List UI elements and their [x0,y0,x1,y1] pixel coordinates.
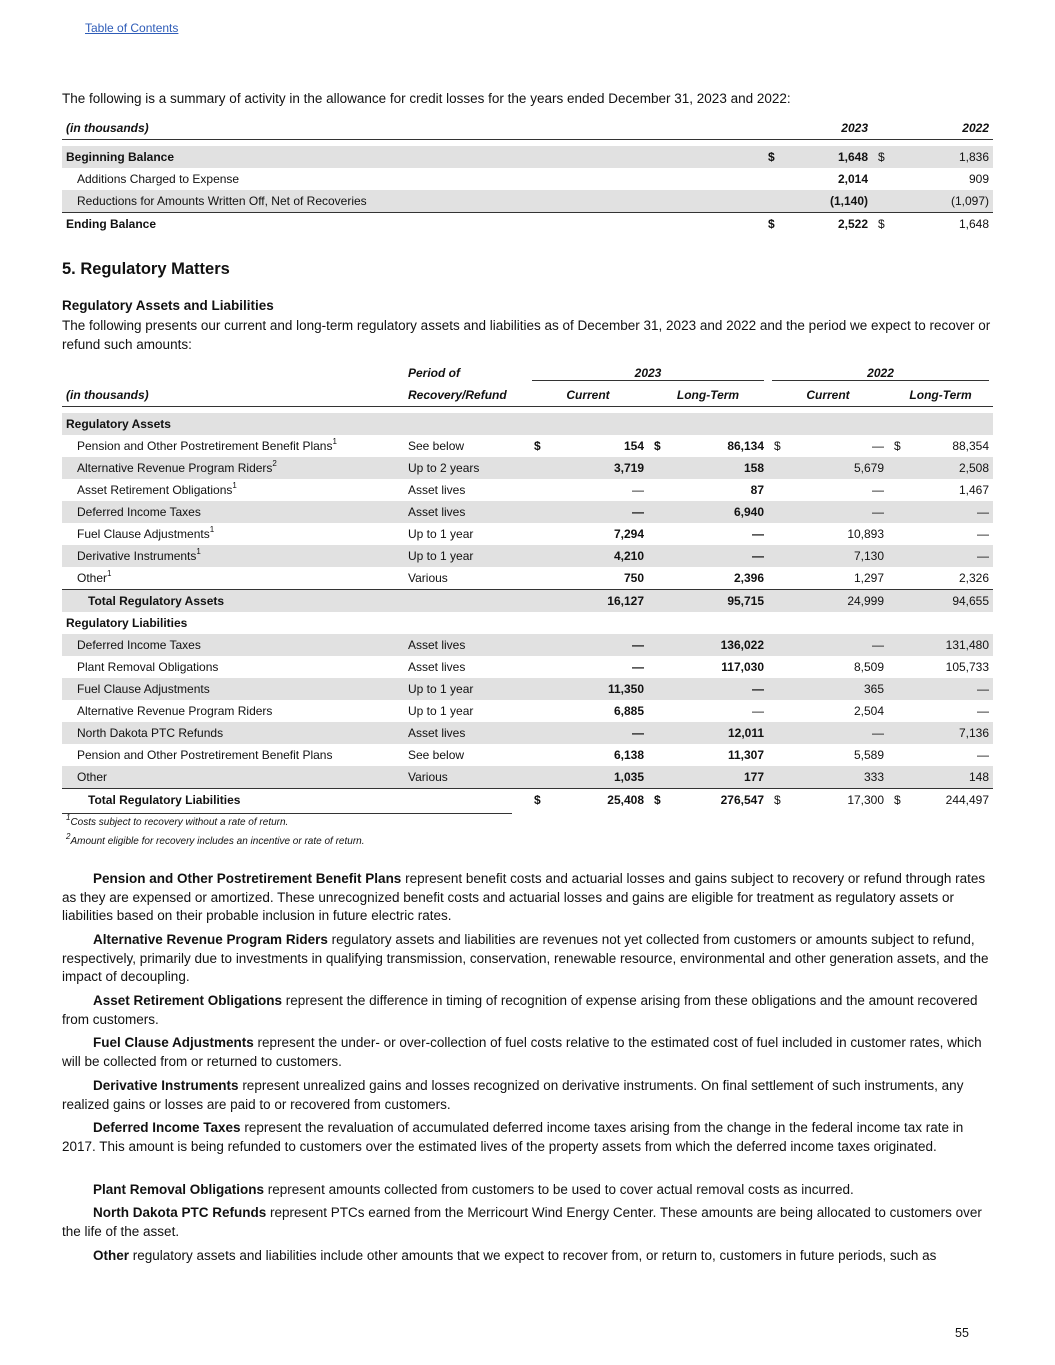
table-cell: 154 [623,439,644,453]
table-cell: Up to 1 year [404,545,528,567]
period-header-line1: Period of [408,366,461,380]
table-cell: 88,354 [952,439,990,453]
table-row [62,213,993,236]
table-cell: Pension and Other Postretirement Benefit Plans [77,748,333,762]
table-cell [528,523,546,545]
table-cell: 1,836 [892,146,993,168]
col-2022: 2022 [892,117,993,140]
table-cell: 1,297 [786,567,888,590]
paragraph [62,931,994,987]
period-header-line2: Recovery/Refund [404,384,528,407]
table-row [62,435,993,457]
table-cell: 25,408 [607,793,644,807]
table-cell: North Dakota PTC Refunds [93,1205,267,1220]
col-2023: 2023 [782,117,872,140]
liabilities-total-row [62,789,993,812]
table-cell: 6,885 [613,704,644,718]
table-cell: 365 [786,678,888,700]
table-cell: represent PTCs earned from the Merricourt Wind Energy Center. These amounts are being allocated to customers over the life of the asset. [62,1205,982,1239]
paragraph [62,1077,994,1114]
table-cell [648,567,666,590]
table-cell: 276,547 [720,793,765,807]
table-cell: 4,210 [546,545,648,567]
reg-header-row-1 [62,362,993,384]
paragraph [62,1247,994,1266]
table-cell: $ [762,146,782,168]
table-cell: — [546,501,648,523]
table-cell: $ [534,439,541,453]
reg-header-row-2 [62,384,993,407]
table-cell [888,523,906,545]
table-cell: 2 [66,831,71,841]
table-cell: — [906,501,993,523]
table-cell: $ [654,793,661,807]
table-cell: 2,326 [906,567,993,590]
table-cell [888,457,906,479]
footnote-2 [66,831,365,847]
table-cell: $ [534,793,541,807]
table-cell: Derivative Instruments [93,1078,239,1093]
table-cell: Current [528,384,648,407]
table-cell: Regulatory Assets [62,413,993,435]
table-cell: 1 [66,812,71,822]
regulatory-table [62,362,993,811]
table-cell: $ [768,217,775,231]
table-cell: Up to 1 year [408,527,474,541]
table-cell: 6,940 [666,501,768,523]
table-cell: 11,307 [727,748,765,762]
table-row [62,168,993,190]
table-cell: 2,396 [666,567,768,590]
table-row [62,700,993,722]
unit-label: (in thousands) [62,117,762,140]
table-cell [528,479,546,501]
table-cell: 1,467 [959,483,990,497]
table-row [62,744,993,766]
table-cell [768,501,786,523]
table-cell: represent amounts collected from customers to be used to cover actual removal costs as incurred. [264,1182,854,1197]
paragraph [62,870,994,926]
table-cell [768,457,786,479]
table-row [62,545,993,567]
table-cell: represent benefit costs and actuarial losses and gains subject to recovery or refund through rates as they are expensed or amortized. These unrecognized benefit costs and actuarial losses and gains are eligible for treatment as regulatory assets or liabilities based on their probable inclusion in future electric rates. [62,871,986,923]
table-cell: $ [774,793,781,807]
table-cell: regulatory assets and liabilities include other amounts that we expect to recover from, or return to, customers in future periods, such as [129,1248,937,1263]
table-cell: 5,589 [853,748,885,762]
table-cell [768,567,786,590]
table-cell [648,457,666,479]
table-cell: 2,522 [837,217,868,231]
table-cell: — [786,634,888,656]
table-cell: 1 [232,481,237,490]
table-cell: Beginning Balance [62,146,762,168]
table-cell: North Dakota PTC Refunds [62,722,404,744]
table-cell [528,501,546,523]
table-cell: — [977,704,990,718]
table-cell: Up to 2 years [404,457,528,479]
paragraph [62,1034,994,1071]
table-cell: — [906,678,993,700]
table-cell: Additions Charged to Expense [77,172,240,186]
table-cell: Asset Retirement Obligations [77,483,233,497]
table-row [62,722,993,744]
table-cell: 105,733 [945,660,990,674]
year-2023-header: 2023 [532,366,764,381]
table-cell: 24,999 [786,590,888,613]
table-cell [528,457,546,479]
table-cell: 94,655 [906,590,993,613]
allowance-intro: The following is a summary of activity in the allowance for credit losses for the years ended December 31, 2023 and 2022: [62,91,791,106]
table-cell [872,190,892,213]
table-cell: Derivative Instruments [77,549,197,563]
table-cell: Asset Retirement Obligations [93,993,283,1008]
table-cell: Up to 1 year [408,704,474,718]
table-row [62,501,993,523]
table-cell: 12,011 [666,722,768,744]
table-cell: (1,140) [782,190,872,213]
table-cell: Total Regulatory Assets [62,590,404,613]
table-cell: 1 [209,525,215,534]
table-cell: $ [894,793,901,807]
table-cell: — [752,704,765,718]
table-cell: Regulatory Liabilities [66,616,188,630]
table-cell [648,523,666,545]
table-cell: 7,136 [906,722,993,744]
table-cell: 2 [272,459,277,468]
table-cell: Current [768,384,888,407]
table-cell: Alternative Revenue Program Riders [93,932,328,947]
section-subtitle: Regulatory Assets and Liabilities [62,298,274,313]
table-cell: $ [774,439,781,453]
table-cell: 87 [750,483,765,497]
table-cell: Various [404,766,528,789]
table-cell: — [977,527,990,541]
table-of-contents-link[interactable]: Table of Contents [85,21,179,35]
table-cell: Asset lives [408,660,466,674]
table-cell: Asset lives [404,634,528,656]
table-row [62,766,993,789]
table-cell: — [752,527,765,541]
assets-total-row [62,590,993,613]
table-cell: 7,130 [786,545,888,567]
table-cell: 148 [906,766,993,789]
table-row [62,146,993,168]
table-cell: represent the revaluation of accumulated deferred income taxes arising from the change in the federal income tax rate in 2017. This amount is being refunded to customers over the estimated lives of the property assets from which the deferred income taxes originated. [62,1120,964,1154]
table-cell: Asset lives [404,501,528,523]
paragraph [62,992,994,1029]
table-cell: 3,719 [546,457,648,479]
section-description: The following presents our current and long-term regulatory assets and liabilities as of December 31, 2023 and 2022 and the period we expect to recover or refund such amounts: [62,318,991,352]
table-cell: Plant Removal Obligations [93,1182,265,1197]
table-cell: 333 [786,766,888,789]
table-cell: 17,300 [847,793,885,807]
table-row [62,567,993,590]
table-cell: — [666,545,768,567]
table-cell: Alternative Revenue Program Riders [77,461,273,475]
table-cell: Plant Removal Obligations [77,660,219,674]
table-cell: 7,294 [613,527,644,541]
table-cell: 177 [666,766,768,789]
table-cell: 909 [968,172,989,186]
assets-section-header [62,413,993,435]
table-cell: — [872,439,885,453]
allowance-table [62,117,993,235]
footnote-1 [66,812,289,828]
table-cell: 16,127 [546,590,648,613]
table-cell: Other [62,766,404,789]
table-cell: Asset lives [404,722,528,744]
table-cell: 117,030 [721,660,765,674]
table-cell: Asset lives [408,483,466,497]
table-cell [648,479,666,501]
table-cell: Fuel Clause Adjustments [62,678,404,700]
table-cell: Pension and Other Postretirement Benefit Plans [77,439,333,453]
table-cell [888,545,906,567]
table-cell: 1 [332,437,337,446]
table-cell: regulatory assets and liabilities are revenues not yet collected from customers or amounts subject to refund, respectively, primarily due to investments in qualifying transmission, conservation, renewable resource, environmental and other generation assets, and the impact of decoupling. [62,932,989,984]
table-row [62,656,993,678]
year-2022-header: 2022 [772,366,989,381]
table-cell: Other [93,1248,130,1263]
allowance-header-row [62,117,993,140]
table-cell: 1,648 [782,146,872,168]
table-cell: 6,138 [613,748,644,762]
table-cell: 1 [107,569,112,578]
table-cell [648,545,666,567]
table-cell: 1,648 [958,217,989,231]
table-cell: 8,509 [853,660,885,674]
table-cell: See below [408,439,465,453]
table-cell: 86,134 [727,439,765,453]
table-row [62,457,993,479]
table-cell: Pension and Other Postretirement Benefit Plans [93,871,402,886]
table-cell [768,523,786,545]
table-cell: — [632,483,644,497]
table-row [62,523,993,545]
table-cell: Various [404,567,528,590]
table-cell: 2,014 [837,172,868,186]
table-cell: Alternative Revenue Program Riders [77,704,273,718]
table-cell [648,501,666,523]
table-cell: Long-Term [648,384,768,407]
table-cell: Amount eligible for recovery includes an incentive or rate of return. [70,836,365,847]
table-cell: Fuel Clause Adjustments [93,1035,254,1050]
table-cell [528,567,546,590]
table-cell: $ [872,146,892,168]
footnote-divider [62,813,512,814]
table-cell: — [786,722,888,744]
table-cell: represent unrealized gains and losses recognized on derivative instruments. On final settlement of such instruments, any realized gains or losses are paid to or recovered from customers. [62,1078,964,1112]
table-cell [888,501,906,523]
unit-label: (in thousands) [62,384,404,407]
liabilities-section-header [62,612,993,634]
table-cell: Long-Term [888,384,993,407]
table-cell: $ [878,217,885,231]
paragraph [62,1119,994,1156]
table-cell: Other [77,571,108,585]
table-cell: See below [408,748,465,762]
table-cell: 131,480 [906,634,993,656]
table-cell: — [906,545,993,567]
table-cell: Reductions for Amounts Written Off, Net of Recoveries [62,190,762,213]
table-cell: 5,679 [786,457,888,479]
table-cell: Ending Balance [66,217,157,231]
table-cell: Up to 1 year [404,678,528,700]
table-cell: 95,715 [666,590,768,613]
table-cell: Deferred Income Taxes [62,634,404,656]
table-cell: — [546,722,648,744]
table-cell: 750 [546,567,648,590]
paragraph [62,1204,994,1241]
table-cell [768,479,786,501]
table-cell: — [632,660,644,674]
table-cell: — [786,501,888,523]
table-cell: 136,022 [666,634,768,656]
table-cell: — [977,748,990,762]
table-cell: $ [654,439,661,453]
table-cell: — [872,483,885,497]
table-cell: Fuel Clause Adjustments [77,527,210,541]
table-cell: Costs subject to recovery without a rate of return. [70,817,289,828]
page-number: 55 [955,1326,969,1340]
table-cell: — [546,634,648,656]
table-cell: (1,097) [892,190,993,213]
table-cell: 2,508 [906,457,993,479]
table-cell: Deferred Income Taxes [77,505,201,519]
table-cell: 244,497 [945,793,990,807]
table-cell: 1 [196,547,201,556]
table-cell [888,479,906,501]
table-cell [762,190,782,213]
table-cell: 158 [666,457,768,479]
table-cell [872,168,892,190]
table-cell: 2,504 [853,704,885,718]
table-row [62,190,993,213]
table-row [62,479,993,501]
table-cell: represent the under- or over-collection of fuel costs relative to the estimated cost of fuel included in customer rates, which will be collected from or returned to customers. [62,1035,982,1069]
table-cell: 1,035 [546,766,648,789]
table-cell: $ [894,439,901,453]
table-cell [528,545,546,567]
table-cell [888,567,906,590]
section-title: 5. Regulatory Matters [62,260,230,278]
table-cell: Deferred Income Taxes [93,1120,241,1135]
table-cell: represent the difference in timing of recognition of expense arising from these obligations and the amount recovered from customers. [62,993,978,1027]
table-row [62,634,993,656]
paragraph [62,1181,994,1200]
table-row [62,678,993,700]
table-cell: 11,350 [546,678,648,700]
table-cell: 10,893 [847,527,885,541]
table-cell [768,545,786,567]
table-cell [762,168,782,190]
table-cell: — [666,678,768,700]
table-cell: Total Regulatory Liabilities [88,793,241,807]
